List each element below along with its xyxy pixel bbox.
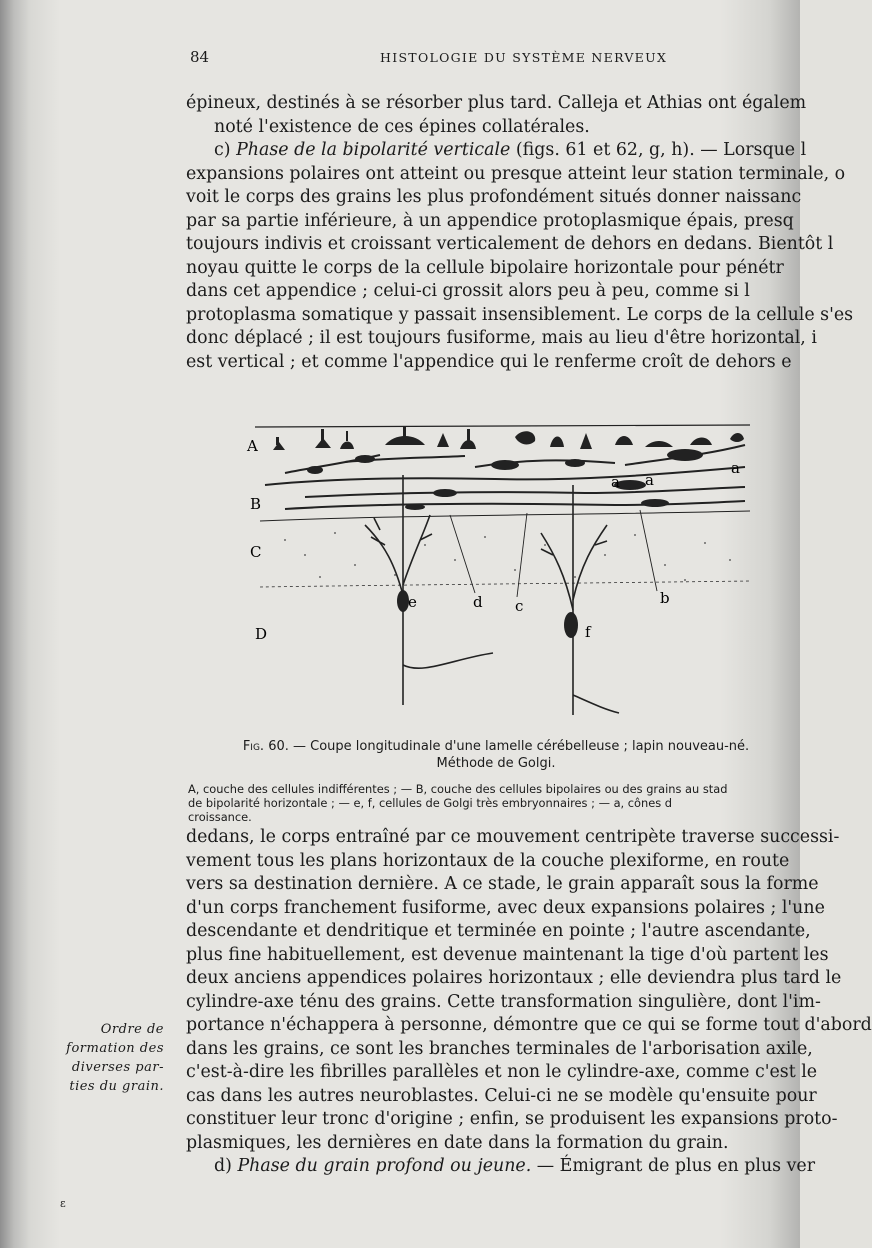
text-line: donc déplacé ; il est toujours fusiforme, mais au lieu d'être horizontal, i bbox=[186, 328, 817, 348]
running-title: HISTOLOGIE DU SYSTÈME NERVEUX bbox=[380, 50, 668, 65]
layer-label-a: A bbox=[247, 437, 258, 455]
section-c-heading-line bbox=[186, 139, 807, 163]
section-d-title: Phase du grain profond ou jeune. bbox=[237, 1156, 532, 1176]
section-c-label: c) bbox=[214, 140, 237, 160]
text-line: cas dans les autres neuroblastes. Celui-ci ne se modèle qu'ensuite pour bbox=[186, 1085, 817, 1106]
signature-mark: ɛ bbox=[60, 1197, 66, 1210]
cell-label-e: e bbox=[408, 593, 417, 611]
section-c-title-end: verticale bbox=[433, 140, 511, 160]
section-d-heading-line bbox=[186, 1155, 816, 1179]
margin-note-line: diverses par- bbox=[71, 1060, 164, 1075]
text-line: toujours indivis et croissant verticalement de dehors en dedans. Bientôt l bbox=[186, 234, 834, 254]
margin-note-line: ties du grain. bbox=[69, 1079, 164, 1094]
margin-note bbox=[64, 1020, 164, 1096]
body-text-bottom bbox=[186, 826, 872, 1179]
text-line: dans cet appendice ; celui-ci grossit alors peu à peu, comme si l bbox=[186, 281, 750, 301]
margin-note-line: formation des bbox=[66, 1041, 164, 1056]
layer-label-c: C bbox=[250, 543, 262, 561]
layer-c-stipple bbox=[284, 532, 731, 581]
figure-number: Fig. 60. bbox=[242, 739, 289, 754]
section-d-rest: — Émigrant de plus en plus ver bbox=[531, 1156, 816, 1176]
text-line: cylindre-axe ténu des grains. Cette transformation singulière, dont l'im- bbox=[186, 991, 821, 1012]
text-line: vers sa destination dernière. A ce stade, le grain apparaît sous la forme bbox=[186, 874, 819, 894]
text-line: c'est-à-dire les fibrilles parallèles et non le cylindre-axe, comme c'est le bbox=[186, 1062, 818, 1082]
text-line: d'un corps franchement fusiforme, avec deux expansions polaires ; l'une bbox=[186, 897, 825, 918]
legend-line: croissance. bbox=[188, 810, 252, 824]
section-c-title: Phase de la bipolarité bbox=[236, 140, 428, 160]
cell-label-a-2: a bbox=[611, 473, 620, 491]
section-c-rest: (figs. 61 et 62, g, h). — Lorsque l bbox=[510, 140, 807, 160]
golgi-cell-f-body bbox=[564, 612, 578, 638]
text-line: portance n'échappera à personne, démontre que ce qui se forme tout d'abord bbox=[186, 1015, 872, 1035]
text-line: épineux, destinés à se résorber plus tard. Calleja et Athias ont égalem bbox=[186, 93, 807, 113]
text-line: plasmiques, les dernières en date dans la formation du grain. bbox=[186, 1132, 729, 1153]
cell-label-b: b bbox=[660, 589, 670, 607]
cell-label-c: c bbox=[515, 597, 524, 615]
section-d-label: d) bbox=[214, 1156, 238, 1176]
text-line: dans les grains, ce sont les branches terminales de l'arborisation axile, bbox=[186, 1038, 813, 1059]
text-line: deux anciens appendices polaires horizontaux ; elle deviendra plus tard le bbox=[186, 968, 842, 988]
figure-caption bbox=[216, 738, 776, 772]
caption-line-1: — Coupe longitudinale d'une lamelle cérébelleuse ; lapin nouveau-né. bbox=[288, 739, 750, 754]
cell-label-a-1: a bbox=[731, 459, 740, 477]
legend-line: de bipolarité horizontale ; — e, f, cellules de Golgi très embryonnaires ; — a, cônes d bbox=[188, 796, 673, 810]
page-number: 84 bbox=[190, 48, 210, 66]
text-line: protoplasma somatique y passait insensiblement. Le corps de la cellule s'es bbox=[186, 304, 854, 325]
page-header bbox=[0, 48, 800, 70]
text-line: plus fine habituellement, est devenue maintenant la tige d'où partent les bbox=[186, 944, 829, 965]
golgi-cell-f bbox=[541, 485, 619, 715]
margin-note-line: Ordre de bbox=[100, 1022, 164, 1037]
text-line: est vertical ; et comme l'appendice qui le renferme croît de dehors e bbox=[186, 351, 792, 372]
text-line: dedans, le corps entraîné par ce mouvement centripète traverse successi- bbox=[186, 827, 840, 847]
body-text-top bbox=[186, 92, 854, 374]
legend-line: A, couche des cellules indifférentes ; — B, couche des cellules bipolaires ou des grains au stad bbox=[188, 782, 728, 796]
layer-label-b: B bbox=[250, 495, 262, 513]
text-line: noyau quitte le corps de la cellule bipolaire horizontale pour pénétr bbox=[186, 257, 784, 278]
text-line: constituer leur tronc d'origine ; enfin, se produisent les expansions proto- bbox=[186, 1109, 838, 1129]
layer-label-d: D bbox=[255, 625, 268, 643]
cell-label-d: d bbox=[473, 593, 483, 611]
text-line: expansions polaires ont atteint ou presque atteint leur station terminale, o bbox=[186, 163, 846, 184]
text-line: voit le corps des grains les plus profondément situés donner naissanc bbox=[186, 187, 802, 207]
caption-line-2: Méthode de Golgi. bbox=[436, 756, 556, 771]
layer-a-cells bbox=[273, 427, 744, 450]
text-line: noté l'existence de ces épines collatérales. bbox=[214, 116, 590, 137]
text-line: descendante et dendritique et terminée en pointe ; l'autre ascendante, bbox=[186, 921, 811, 941]
cell-label-a-3: a bbox=[645, 471, 654, 489]
text-line: vement tous les plans horizontaux de la couche plexiforme, en route bbox=[186, 850, 790, 871]
text-line: par sa partie inférieure, à un appendice protoplasmique épais, presq bbox=[186, 210, 794, 231]
cell-label-f: f bbox=[585, 623, 591, 641]
figure-legend bbox=[188, 782, 788, 824]
golgi-section-drawing bbox=[245, 415, 755, 735]
figure-60-illustration bbox=[245, 415, 755, 735]
